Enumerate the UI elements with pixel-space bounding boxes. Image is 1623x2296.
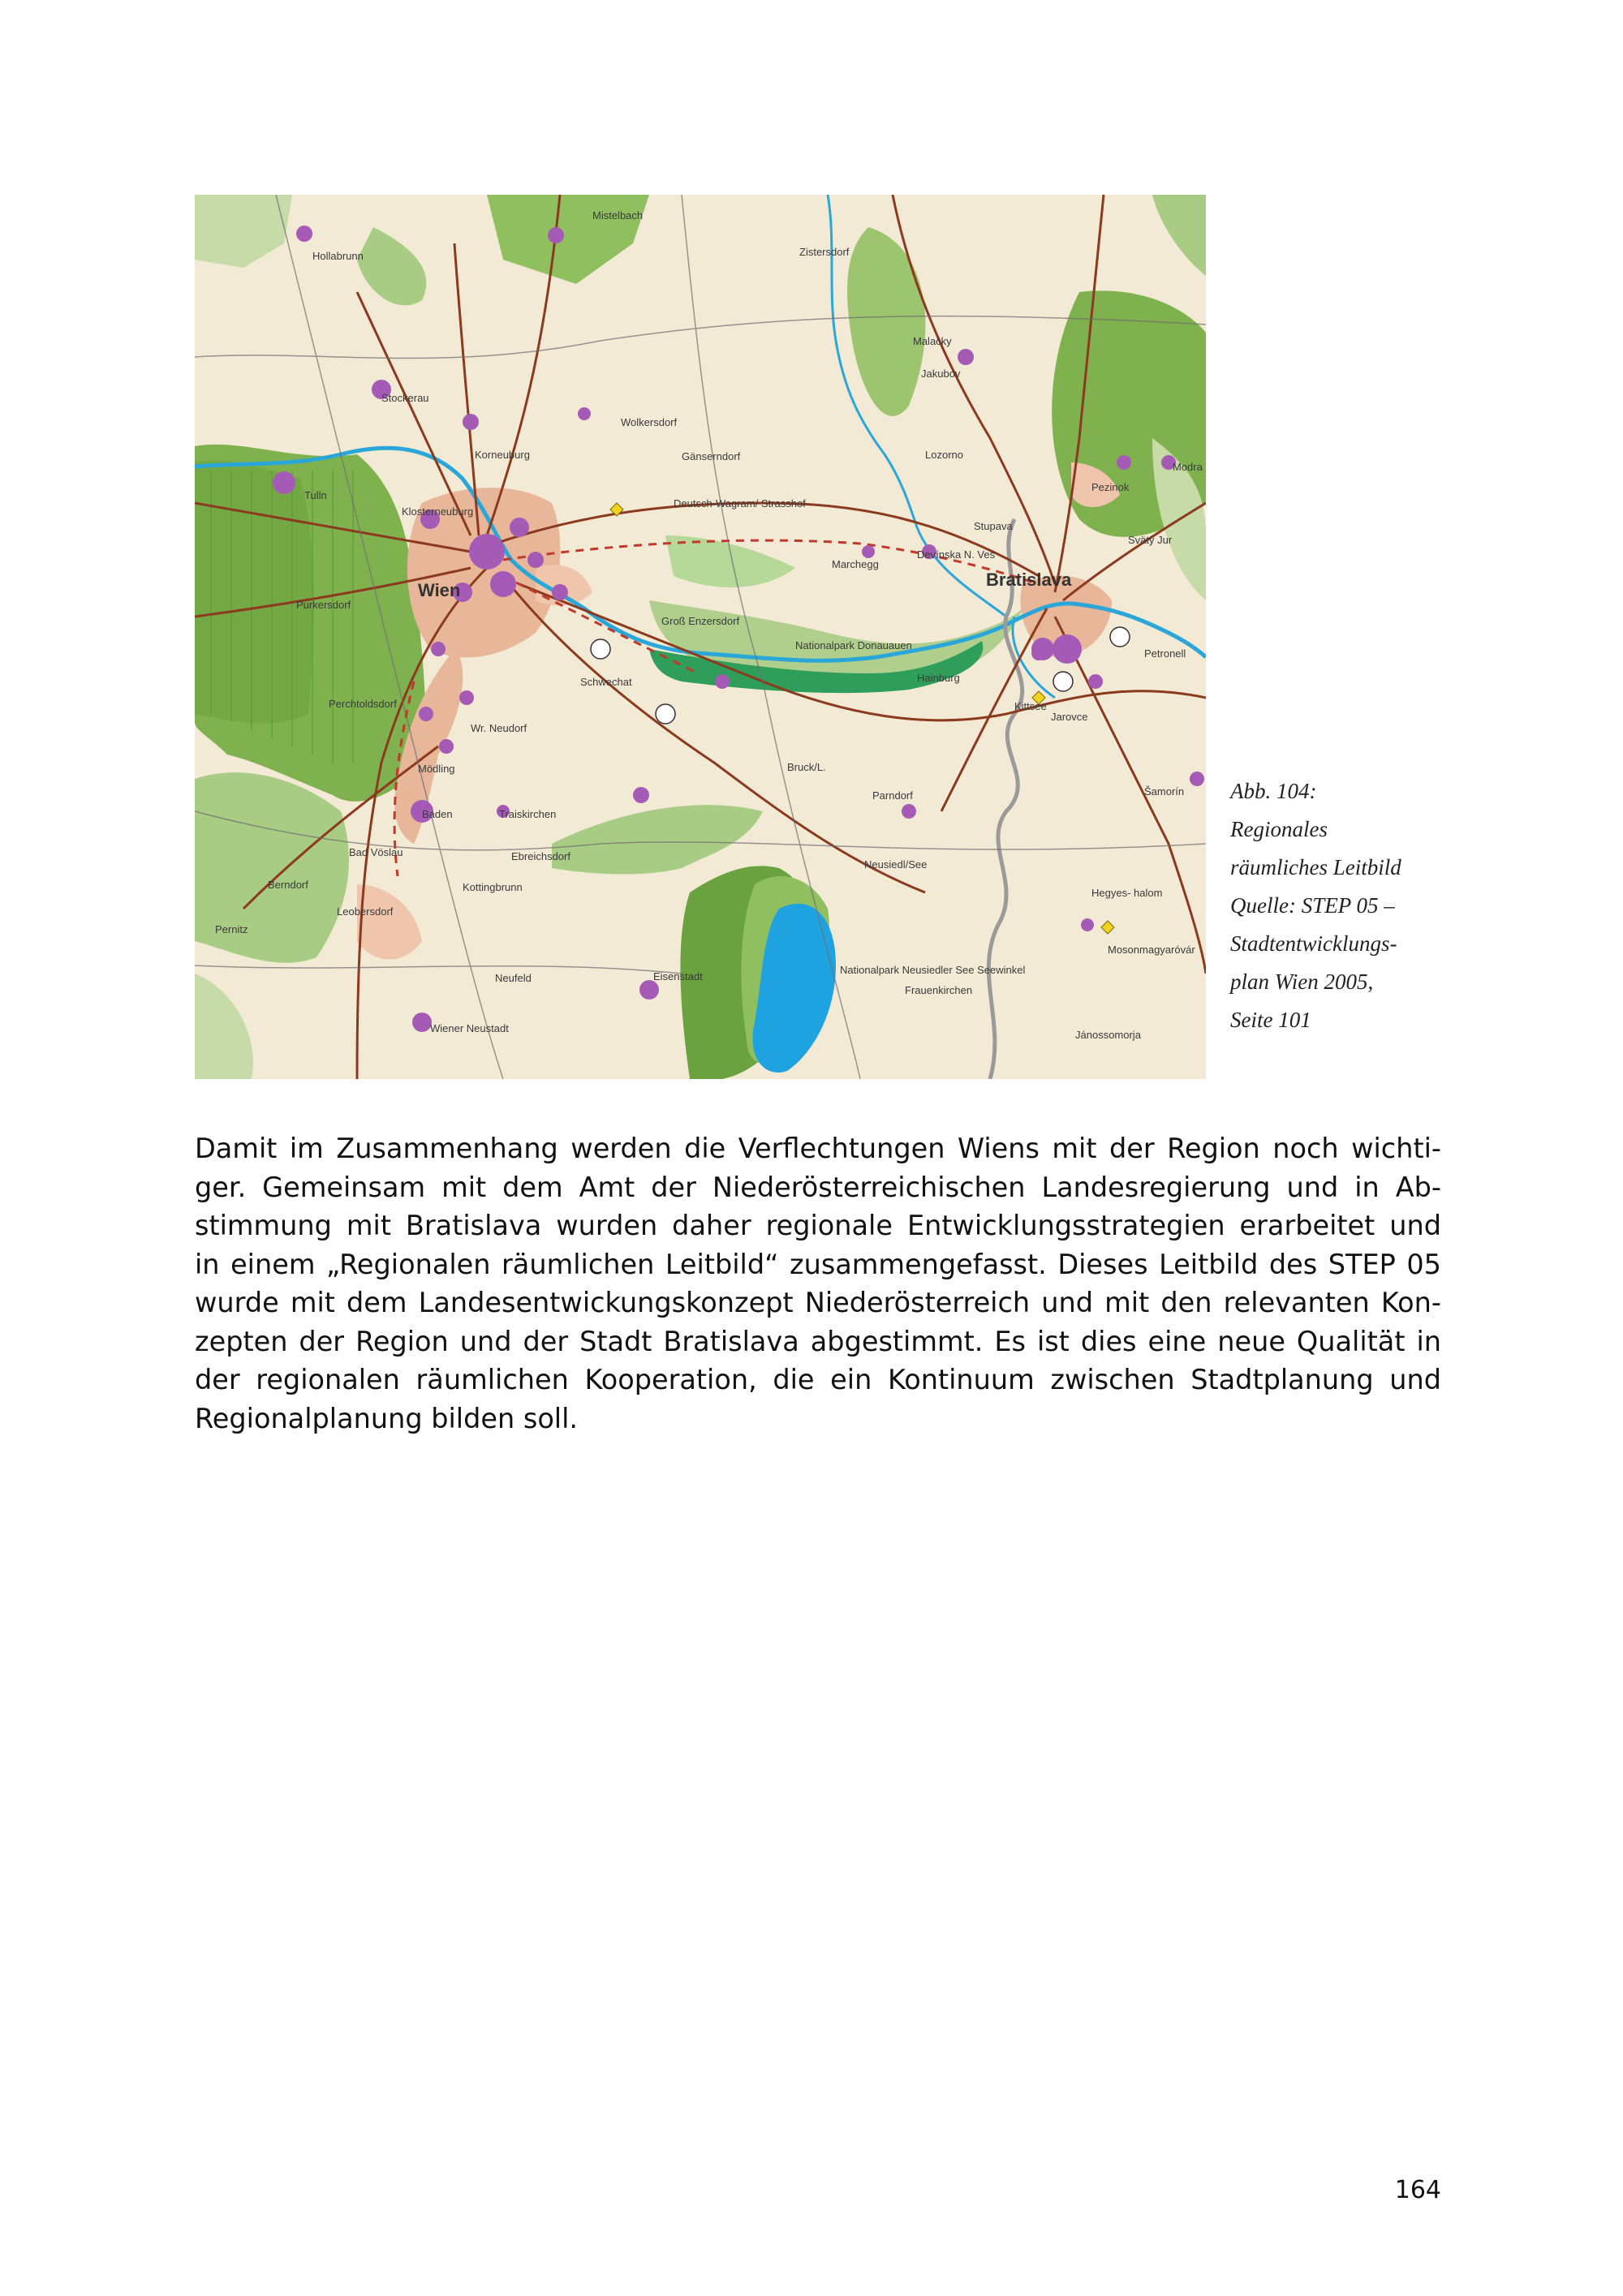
map-label: Svätý Jur — [1128, 534, 1173, 546]
map-label: Jakubov — [921, 368, 961, 380]
map-label: Marchegg — [832, 558, 879, 570]
map-label: Wiener Neustadt — [430, 1022, 509, 1034]
map-label: Gänserndorf — [682, 450, 741, 462]
map-label: Kottingbrunn — [463, 881, 523, 893]
map-label: Malacky — [913, 335, 952, 347]
map-label: Frauenkirchen — [905, 984, 973, 996]
body-paragraph — [195, 1129, 1441, 1438]
caption-line: plan Wien 2005, — [1230, 970, 1374, 994]
paragraph-line: ger. Gemeinsam mit dem Amt der Niederösterreichischen Landesregierung und in Ab- — [195, 1171, 1441, 1203]
paragraph-line: Regionalplanung bilden soll. — [195, 1402, 579, 1434]
map-label: Perchtoldsdorf — [329, 698, 397, 710]
map-label: Bruck/L. — [787, 761, 826, 773]
map-graphic — [195, 195, 1206, 1079]
map-label: Parndorf — [872, 789, 913, 802]
map-label: Hainburg — [917, 672, 960, 684]
map-label: Neufeld — [495, 972, 532, 984]
map-label: Traiskirchen — [499, 808, 557, 820]
map-label: Korneuburg — [475, 449, 530, 461]
map-label: Jarovce — [1051, 711, 1088, 723]
page-number: 164 — [1394, 2176, 1441, 2204]
caption-line: Quelle: STEP 05 – — [1230, 893, 1395, 918]
caption-line: Seite 101 — [1230, 1008, 1311, 1032]
paragraph-line: zepten der Region und der Stadt Bratislava abgestimmt. Es ist dies eine neue Qualität in — [195, 1325, 1441, 1357]
map-label: Klosterneuburg — [402, 505, 474, 518]
map-label: Groß Enzersdorf — [661, 615, 740, 627]
paragraph-line: Damit im Zusammenhang werden die Verflechtungen Wiens mit der Region noch wichti- — [195, 1133, 1441, 1164]
paragraph-line: der regionalen räumlichen Kooperation, die ein Kontinuum zwischen Stadtplanung und — [195, 1364, 1441, 1395]
map-label: Zistersdorf — [799, 246, 850, 258]
map-label-capital: Bratislava — [986, 570, 1072, 590]
map-label: Bad Vöslau — [349, 846, 403, 858]
map-label: Jánossomorja — [1075, 1029, 1141, 1041]
map-label: Petronell — [1144, 647, 1186, 660]
map-label: Baden — [422, 808, 453, 820]
map-label: Mistelbach — [592, 209, 644, 221]
map-label: Pezinok — [1091, 481, 1130, 493]
map-label: Deutsch-Wagram/ Strasshof — [674, 497, 806, 510]
paragraph-line: wurde mit dem Landesentwickungskonzept Niederösterreich und mit den relevanten Kon- — [195, 1287, 1441, 1318]
map-label: Lozorno — [925, 449, 963, 461]
map-label: Wolkersdorf — [621, 416, 678, 428]
map-label: Pernitz — [215, 923, 248, 935]
map-label: Wr. Neudorf — [471, 722, 527, 734]
map-label: Modra — [1173, 461, 1203, 473]
map-label: Hegyes- halom — [1091, 887, 1163, 899]
map-label: Leobersdorf — [337, 905, 394, 918]
map-label: Nationalpark Donauauen — [795, 639, 912, 651]
map-label: Nationalpark Neusiedler See Seewinkel — [840, 964, 1026, 976]
map-label: Neusiedl/See — [864, 858, 928, 871]
paragraph-line: stimmung mit Bratislava wurden daher regionale Entwicklungsstrategien erarbeitet und — [195, 1210, 1441, 1241]
caption-line: Regionales — [1230, 817, 1328, 841]
caption-line: Abb. 104: — [1230, 779, 1317, 803]
map-label: Kittsee — [1014, 700, 1047, 712]
map-label: Schwechat — [580, 676, 632, 688]
map-label: Berndorf — [268, 879, 308, 891]
map-label: Šamorín — [1144, 785, 1185, 798]
paragraph-line: in einem „Regionalen räumlichen Leitbild“ zusammengefasst. Dieses Leitbild des STEP 05 — [195, 1248, 1441, 1280]
map-label-capital: Wien — [418, 580, 461, 600]
map-label: Devínska N. Ves — [917, 548, 996, 561]
caption-line: räumliches Leitbild — [1230, 855, 1401, 879]
map-label: Tulln — [304, 489, 327, 501]
caption-line: Stadtentwicklungs- — [1230, 931, 1397, 956]
map-label: Eisenstadt — [653, 970, 703, 982]
map-label: Ebreichsdorf — [511, 850, 570, 862]
map-label: Stupava — [974, 520, 1013, 532]
map-label: Purkersdorf — [296, 599, 351, 611]
regional-map-figure — [195, 195, 1206, 1079]
map-label: Hollabrunn — [312, 250, 364, 262]
map-label: Mosonmagyaróvár — [1108, 944, 1195, 956]
map-label: Mödling — [418, 763, 455, 775]
map-label: Stockerau — [381, 392, 429, 404]
figure-caption — [1230, 772, 1441, 1039]
